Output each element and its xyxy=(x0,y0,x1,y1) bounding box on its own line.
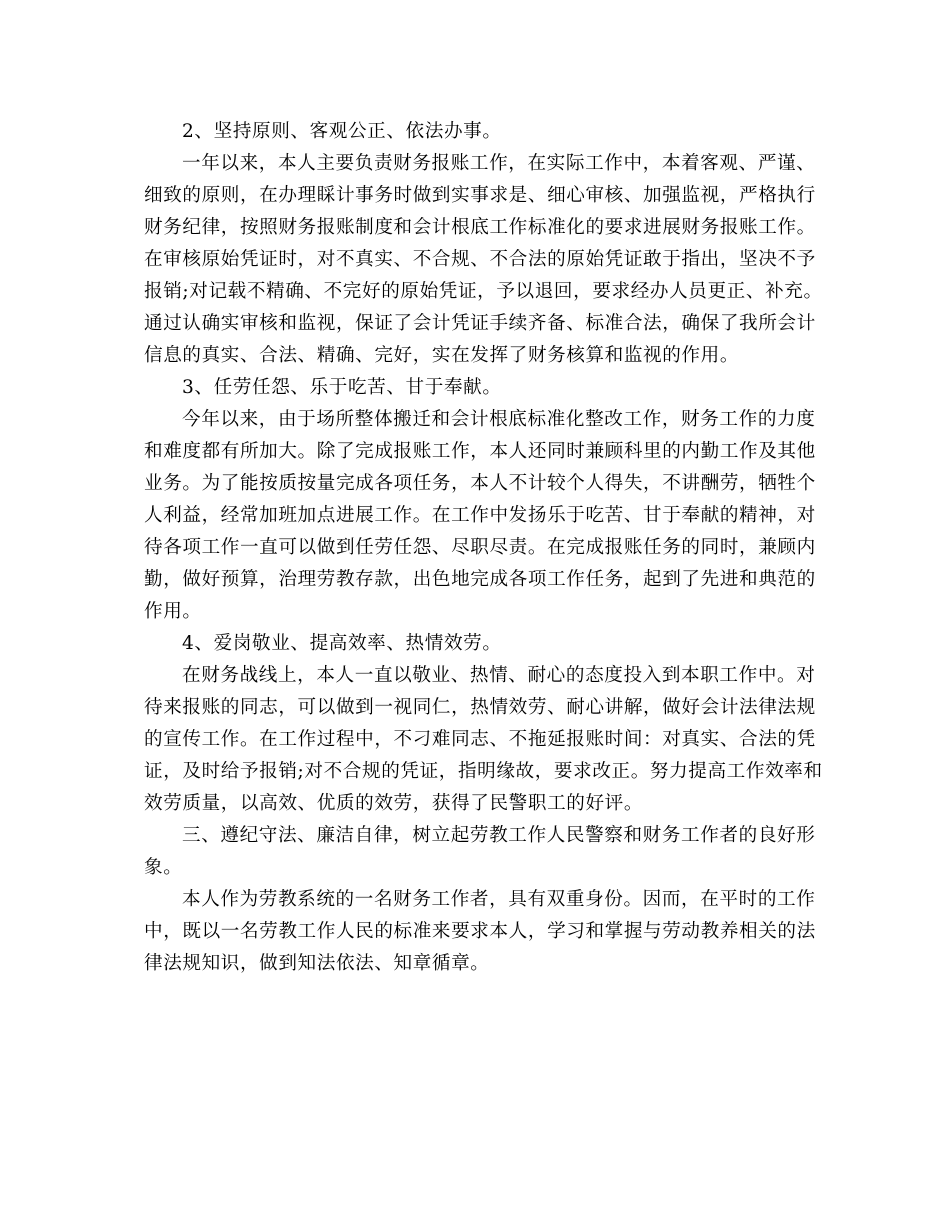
text-line: 作用。 xyxy=(144,601,202,622)
text-line: 律法规知识，做到知法依法、知章循章。 xyxy=(144,953,490,974)
section-heading: 3、任劳任怨、乐于吃苦、甘于奉献。 xyxy=(182,377,502,398)
section-heading: 4、爱岗敬业、提高效率、热情效劳。 xyxy=(182,633,502,654)
text-line: 细致的原则，在办理睬计事务时做到实事求是、细心审核、加强监视，严格执行 xyxy=(144,185,816,206)
text-line: 待来报账的同志，可以做到一视同仁，热情效劳、耐心讲解，做好会计法律法规 xyxy=(144,697,816,718)
text-line: 通过认确实审核和监视，保证了会计凭证手续齐备、标准合法，确保了我所会计 xyxy=(144,313,816,334)
text-line: 效劳质量，以高效、优质的效劳，获得了民警职工的好评。 xyxy=(144,793,644,814)
text-line: 本人作为劳教系统的一名财务工作者，具有双重身份。因而，在平时的工作 xyxy=(182,889,816,910)
text-line: 信息的真实、合法、精确、完好，实在发挥了财务核算和监视的作用。 xyxy=(144,345,740,366)
text-line: 勤，做好预算，治理劳教存款，出色地完成各项工作任务，起到了先进和典范的 xyxy=(144,569,816,590)
text-line: 人利益，经常加班加点进展工作。在工作中发扬乐于吃苦、甘于奉献的精神，对 xyxy=(144,505,816,526)
text-line: 一年以来，本人主要负责财务报账工作，在实际工作中，本着客观、严谨、 xyxy=(182,153,816,174)
text-line: 的宣传工作。在工作过程中，不刁难同志、不拖延报账时间：对真实、合法的凭 xyxy=(144,729,816,750)
text-line: 今年以来，由于场所整体搬迁和会计根底标准化整改工作，财务工作的力度 xyxy=(182,409,816,430)
document-page xyxy=(144,116,823,980)
text-line: 待各项工作一直可以做到任劳任怨、尽职尽责。在完成报账任务的同时，兼顾内 xyxy=(144,537,816,558)
text-line: 2、坚持原则、客观公正、依法办事。 xyxy=(182,121,502,142)
text-line: 业务。为了能按质按量完成各项任务，本人不计较个人得失，不讲酬劳，牺牲个 xyxy=(144,473,816,494)
text-line: 在审核原始凭证时，对不真实、不合规、不合法的原始凭证敢于指出，坚决不予 xyxy=(144,249,816,270)
text-line: 报销;对记载不精确、不完好的原始凭证，予以退回，要求经办人员更正、补充。 xyxy=(144,281,823,302)
text-line: 在财务战线上，本人一直以敬业、热情、耐心的态度投入到本职工作中。对 xyxy=(182,665,816,686)
text-line: 财务纪律，按照财务报账制度和会计根底工作标准化的要求进展财务报账工作。 xyxy=(144,217,816,238)
text-line: 象。 xyxy=(144,857,183,878)
text-line: 和难度都有所加大。除了完成报账工作，本人还同时兼顾科里的内勤工作及其他 xyxy=(144,441,816,462)
text-line: 中，既以一名劳教工作人民的标准来要求本人，学习和掌握与劳动教养相关的法 xyxy=(144,921,816,942)
section-heading: 三、遵纪守法、廉洁自律，树立起劳教工作人民警察和财务工作者的良好形 xyxy=(182,825,816,846)
text-line: 证，及时给予报销;对不合规的凭证，指明缘故，要求改正。努力提高工作效率和 xyxy=(144,761,823,782)
